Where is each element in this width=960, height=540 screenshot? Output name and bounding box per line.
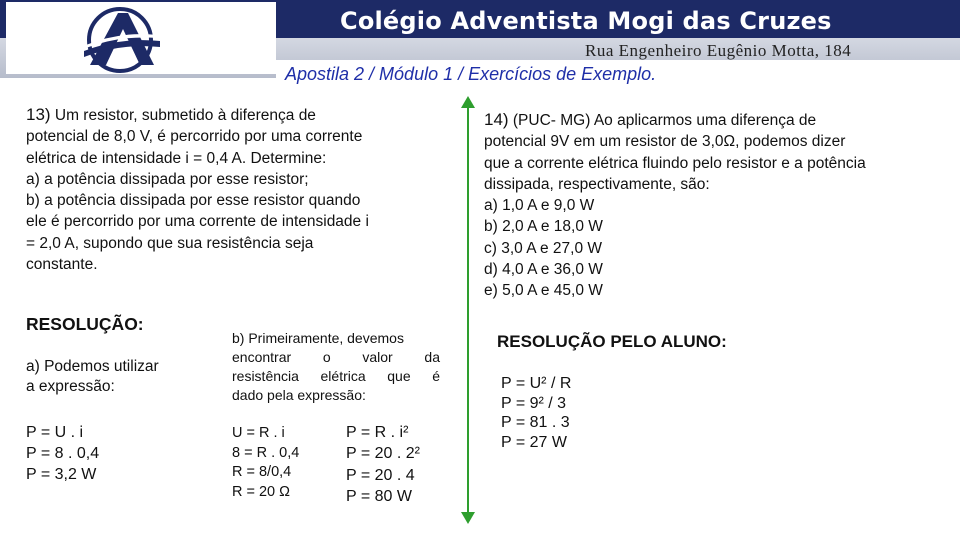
part-b-power-calc	[346, 422, 420, 507]
school-name: Colégio Adventista Mogi das Cruzes	[340, 7, 832, 35]
q13-line: = 2,0 A, supondo que sua resistência seja	[26, 234, 314, 252]
q13-line: a) a potência dissipada por esse resistor;	[26, 170, 309, 188]
calc-line: R = 8/0,4	[232, 464, 292, 480]
q13-line	[26, 104, 432, 126]
q13-number: 13)	[26, 105, 51, 124]
calc-line: P = 80 W	[346, 487, 412, 505]
q14-line: dissipada, respectivamente, são:	[484, 175, 710, 193]
part-a-line: a expressão:	[26, 378, 115, 395]
q13-line: elétrica de intensidade i = 0,4 A. Determine:	[26, 149, 327, 167]
calc-line: P = 27 W	[501, 433, 567, 451]
q13-text: Um resistor, submetido à diferença de	[54, 107, 316, 124]
part-b-resistance-calc	[232, 424, 299, 502]
part-b-line: resistência elétrica que é	[232, 368, 440, 384]
calc-line: U = R . i	[232, 425, 285, 441]
q14-option: e) 5,0 A e 45,0 W	[484, 282, 603, 300]
part-b-line: encontrar o valor da	[232, 349, 440, 365]
q13-line: potencial de 8,0 V, é percorrido por uma corrente	[26, 128, 363, 146]
question-14	[484, 109, 930, 302]
student-resolution-title: RESOLUÇÃO PELO ALUNO:	[497, 332, 727, 351]
calc-line: P = 81 . 3	[501, 414, 570, 431]
page-subtitle: Apostila 2 / Módulo 1 / Exercícios de Exemplo.	[285, 64, 657, 84]
q14-option: c) 3,0 A e 27,0 W	[484, 239, 603, 257]
school-address: Rua Engenheiro Eugênio Motta, 184	[585, 41, 852, 60]
calc-line: P = 20 . 2²	[346, 445, 420, 463]
calc-line: P = 3,2 W	[26, 466, 97, 483]
calc-line: P = 20 . 4	[346, 466, 415, 484]
q14-line	[484, 109, 930, 131]
q13-line: constante.	[26, 256, 98, 274]
part-b-line: b) Primeiramente, devemos	[232, 330, 404, 346]
calc-line: P = 8 . 0,4	[26, 445, 100, 462]
resolution-title: RESOLUÇÃO:	[26, 314, 144, 334]
vertical-divider-arrow	[456, 96, 480, 524]
school-logo-icon	[76, 7, 164, 73]
q14-option: a) 1,0 A e 9,0 W	[484, 197, 595, 215]
header-banner	[0, 0, 960, 84]
q14-option: b) 2,0 A e 18,0 W	[484, 218, 603, 236]
q14-text: (PUC- MG) Ao aplicarmos uma diferença de	[512, 112, 817, 129]
q13-line: b) a potência dissipada por esse resistor quando	[26, 192, 361, 210]
calc-line: P = 9² / 3	[501, 394, 567, 412]
q13-line: ele é percorrido por uma corrente de intensidade i	[26, 213, 369, 231]
resolution-part-b	[232, 329, 440, 405]
part-a-calculation	[26, 422, 99, 485]
calc-line: P = U² / R	[501, 375, 572, 392]
calc-line: R = 20 Ω	[232, 483, 290, 500]
calc-line: P = R . i²	[346, 424, 409, 441]
q14-option: d) 4,0 A e 36,0 W	[484, 261, 603, 279]
q14-number: 14)	[484, 110, 509, 129]
part-b-line: dado pela expressão:	[232, 387, 366, 403]
calc-line: 8 = R . 0,4	[232, 444, 300, 461]
calc-line: P = U . i	[26, 424, 84, 441]
question-13	[26, 104, 432, 275]
q14-line: potencial 9V em um resistor de 3,0Ω, podemos dizer	[484, 133, 846, 151]
q14-line: que a corrente elétrica fluindo pelo resistor e a potência	[484, 154, 866, 172]
student-calculation	[501, 374, 571, 452]
resolution-part-a	[26, 357, 196, 397]
logo-area	[6, 2, 276, 74]
part-a-line: a) Podemos utilizar	[26, 358, 159, 375]
